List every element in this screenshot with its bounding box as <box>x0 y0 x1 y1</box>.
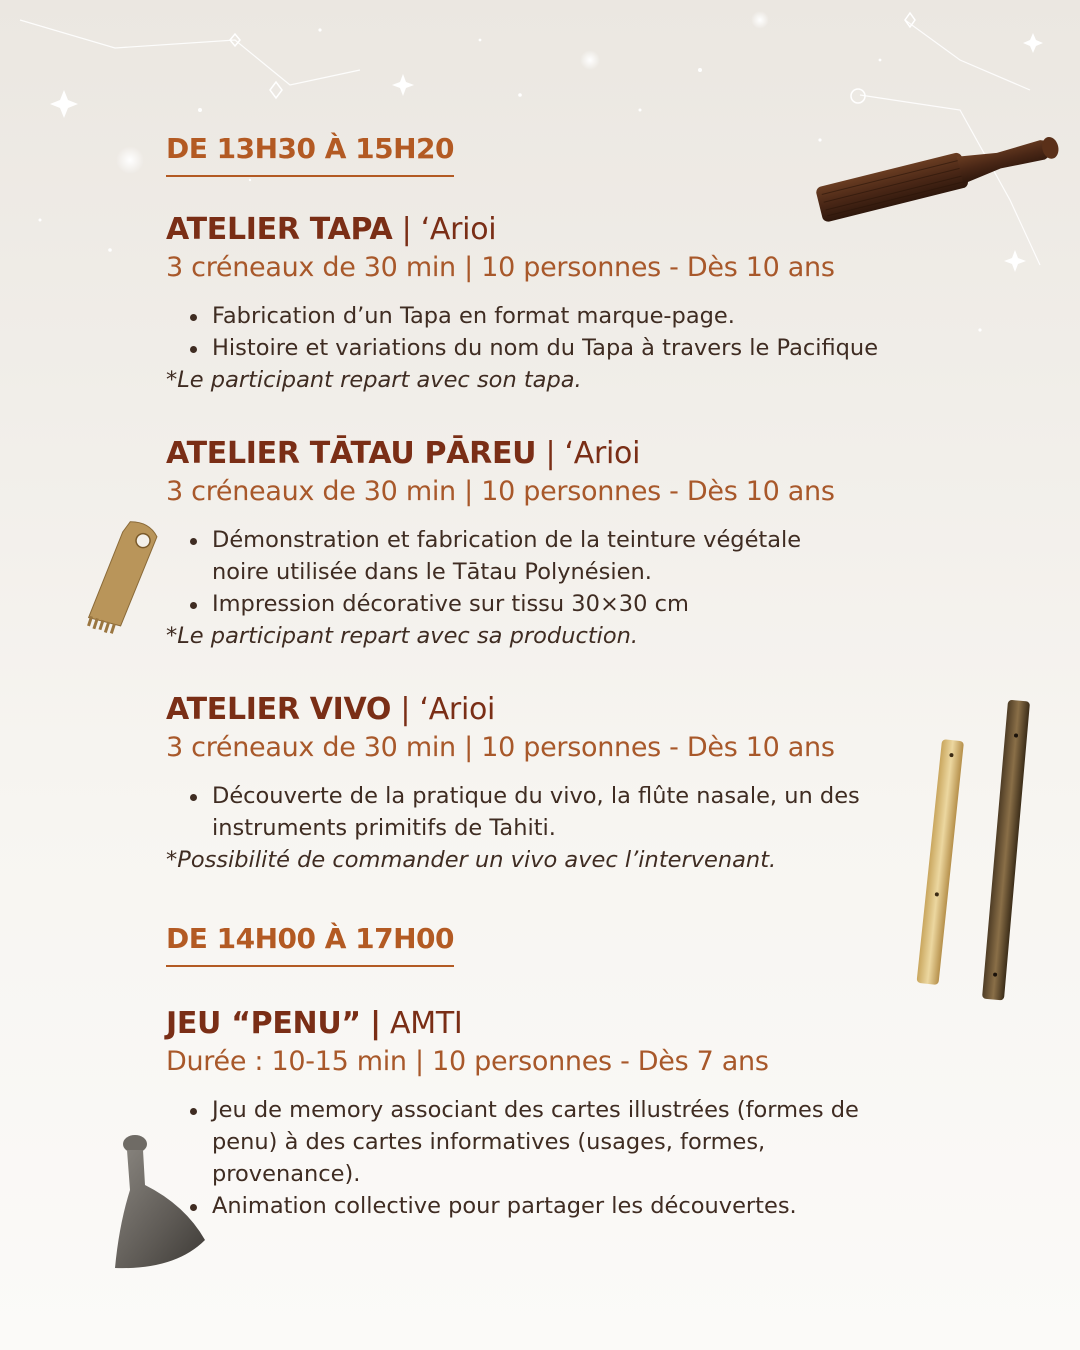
title-separator: | <box>401 212 412 247</box>
bullet-item: Fabrication d’un Tapa en format marque-page. <box>188 300 1026 332</box>
atelier-tatau-pareu <box>166 436 1026 652</box>
atelier-vivo <box>166 692 1026 876</box>
atelier-name: ATELIER TAPA <box>166 212 393 247</box>
atelier-note: *Le participant repart avec son tapa. <box>166 367 582 393</box>
atelier-organizer: ‘Arioi <box>564 436 641 471</box>
atelier-bullets <box>166 780 868 844</box>
time-heading-1: DE 13H30 À 15H20 <box>166 132 454 177</box>
atelier-meta: Durée : 10-15 min | 10 personnes - Dès 7 ans <box>166 1046 769 1077</box>
atelier-title <box>166 436 1026 472</box>
atelier-meta: 3 créneaux de 30 min | 10 personnes - Dès 10 ans <box>166 732 835 763</box>
atelier-organizer: ‘Arioi <box>420 212 497 247</box>
atelier-organizer: AMTI <box>390 1006 463 1041</box>
title-separator: | <box>545 436 556 471</box>
title-separator: | <box>370 1006 381 1041</box>
atelier-organizer: ‘Arioi <box>419 692 496 727</box>
tattoo-comb-icon <box>80 515 170 645</box>
time-heading-2: DE 14H00 À 17H00 <box>166 922 454 967</box>
bullet-item: Démonstration et fabrication de la teinture végétale noire utilisée dans le Tātau Polynésien. <box>188 524 808 588</box>
bullet-item: Découverte de la pratique du vivo, la flûte nasale, un des instruments primitifs de Tahiti. <box>188 780 868 844</box>
title-separator: | <box>400 692 411 727</box>
bullet-item: Animation collective pour partager les découvertes. <box>188 1190 868 1222</box>
atelier-name: JEU “PENU” <box>166 1006 361 1041</box>
atelier-name: ATELIER VIVO <box>166 692 392 727</box>
atelier-name: ATELIER TĀTAU PĀREU <box>166 436 537 471</box>
atelier-tapa <box>166 212 1026 396</box>
atelier-bullets <box>166 524 808 620</box>
bullet-item: Jeu de memory associant des cartes illustrées (formes de penu) à des cartes informatives (usages, formes, provenance). <box>188 1094 868 1190</box>
atelier-meta: 3 créneaux de 30 min | 10 personnes - Dès 10 ans <box>166 252 835 283</box>
atelier-title <box>166 212 1026 248</box>
atelier-jeu-penu <box>166 1006 1026 1222</box>
bullet-item: Histoire et variations du nom du Tapa à travers le Pacifique <box>188 332 1026 364</box>
atelier-bullets <box>166 300 1026 364</box>
atelier-meta: 3 créneaux de 30 min | 10 personnes - Dès 10 ans <box>166 476 835 507</box>
atelier-bullets <box>166 1094 868 1222</box>
atelier-note: *Le participant repart avec sa production. <box>166 623 639 649</box>
atelier-note: *Possibilité de commander un vivo avec l’intervenant. <box>166 847 777 873</box>
atelier-title <box>166 1006 1026 1042</box>
atelier-title <box>166 692 1026 728</box>
bullet-item: Impression décorative sur tissu 30×30 cm <box>188 588 808 620</box>
